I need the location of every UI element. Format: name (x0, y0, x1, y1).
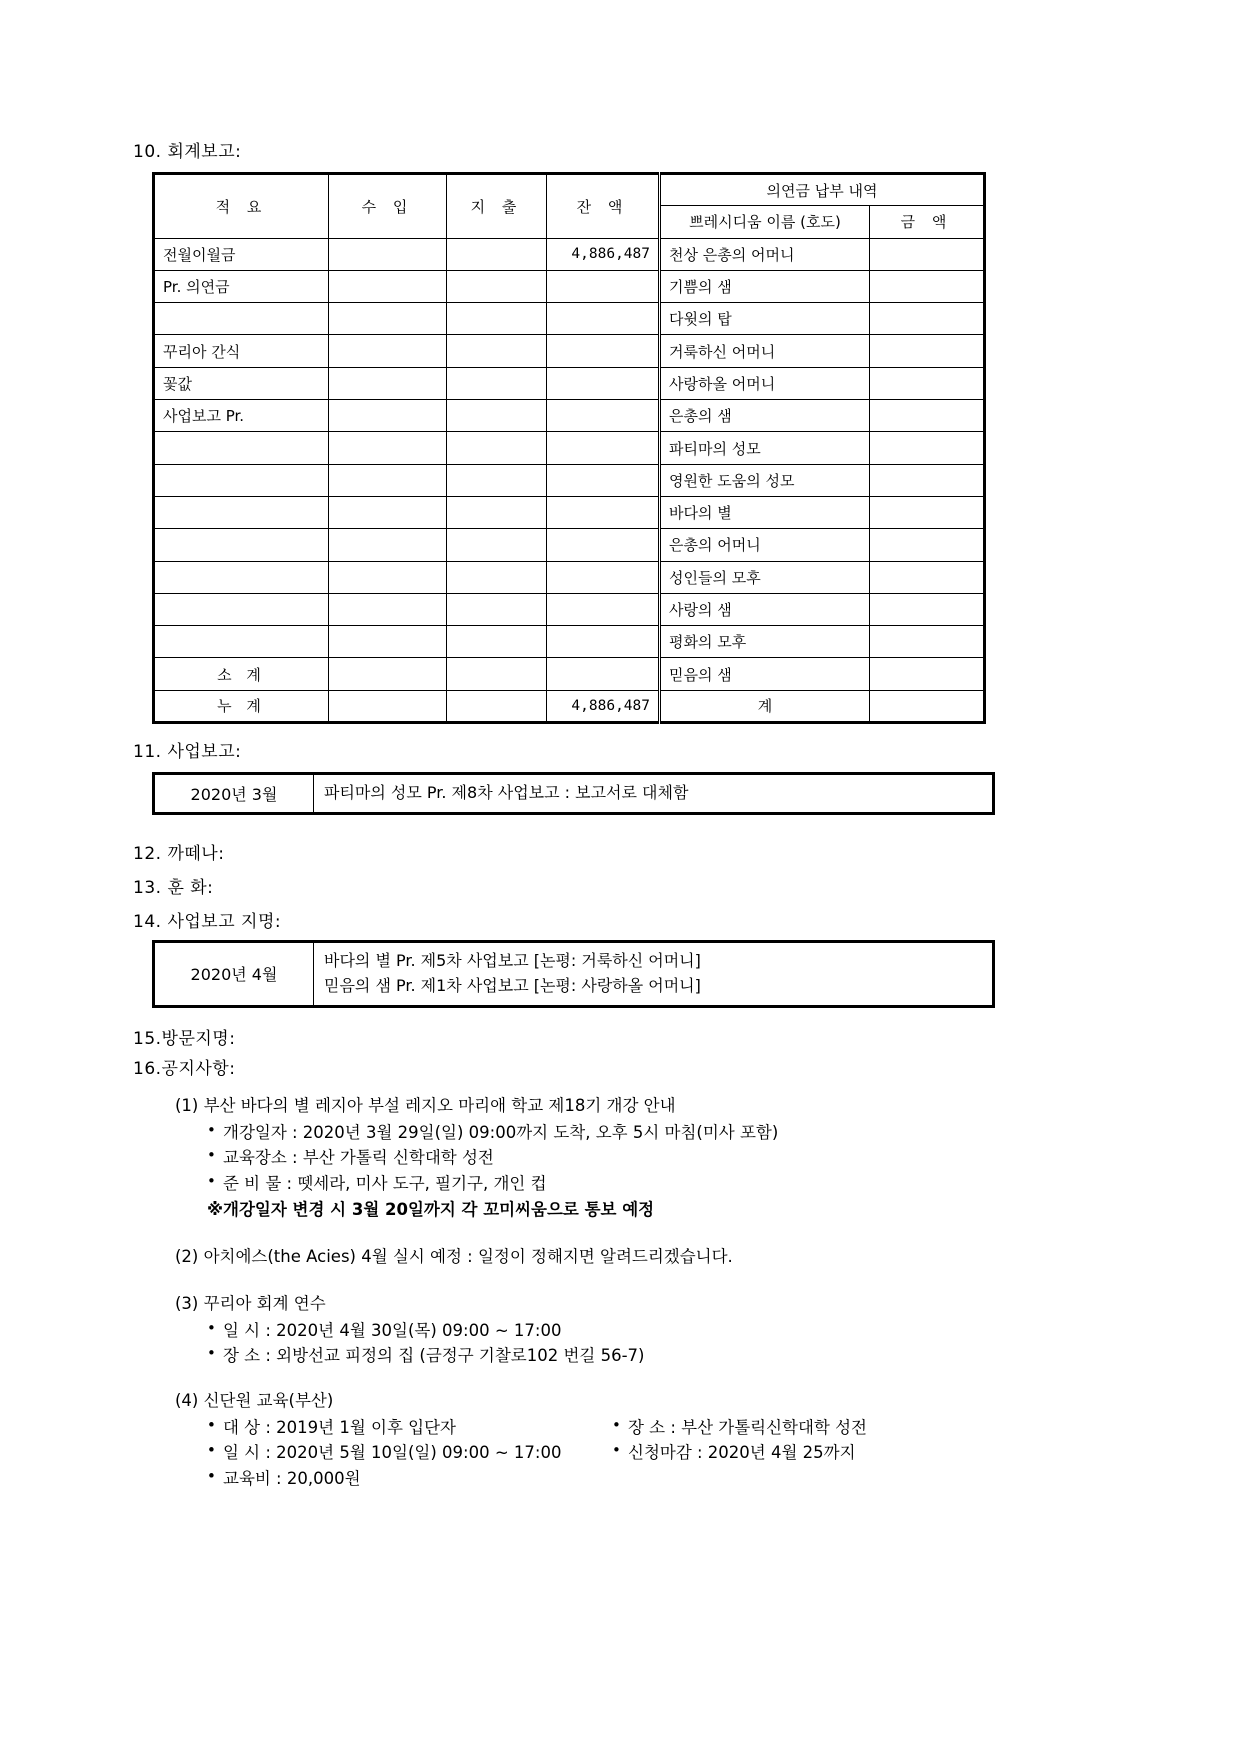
list-item: • 개강일자 : 2020년 3월 29일(일) 09:00까지 도착, 오후 5시 마침(미사 포함) (207, 1120, 1133, 1146)
bullet-dot-icon: • (612, 1441, 621, 1460)
report11-table-wrapper (152, 772, 995, 815)
header-income: 수 입 (329, 174, 447, 239)
cell-subtotal-label: 소 계 (154, 658, 329, 690)
cell-description (154, 626, 329, 658)
cell-amount (870, 238, 985, 270)
list-item (207, 1440, 1133, 1466)
cell-income (329, 432, 447, 464)
notice-item-3 (133, 1292, 1133, 1369)
header-expense: 지 출 (447, 174, 547, 239)
cell-income (329, 626, 447, 658)
accounting-table-head (154, 174, 985, 239)
cell-income (329, 367, 447, 399)
cell-total-presidium: 계 (660, 690, 870, 722)
cell-balance (547, 529, 660, 561)
cell-presidium: 은총의 어머니 (660, 529, 870, 561)
cell-description (154, 496, 329, 528)
cell-amount (870, 400, 985, 432)
list-item (207, 1466, 1133, 1492)
notice-1-bullets (133, 1120, 1133, 1197)
table-row (154, 496, 985, 528)
cell-income (329, 496, 447, 528)
notice-4-row3-left-text: 교육비 : 20,000원 (223, 1468, 361, 1488)
table-row (154, 529, 985, 561)
table-row (154, 464, 985, 496)
cell-expense (447, 496, 547, 528)
cell-expense (447, 238, 547, 270)
cell-income (329, 529, 447, 561)
section-heading-notices: 16.공지사항: (133, 1059, 236, 1079)
table-row (154, 593, 985, 625)
notice-4-title: (4) 신단원 교육(부산) (175, 1390, 334, 1410)
notice-2-title: (2) 아치에스(the Acies) 4월 실시 예정 : 일정이 정해지면 알려드리겠습니다. (175, 1247, 733, 1266)
cell-total-label: 누 계 (154, 690, 329, 722)
report11-date: 2020년 3월 (154, 774, 314, 814)
notice-3-title: (3) 꾸리아 회계 연수 (175, 1293, 326, 1313)
cell-balance: 4,886,487 (547, 238, 660, 270)
header-description: 적 요 (154, 174, 329, 239)
table-row (154, 774, 994, 814)
cell-expense (447, 335, 547, 367)
cell-amount (870, 593, 985, 625)
cell-description: 전월이월금 (154, 238, 329, 270)
header-balance: 잔 액 (547, 174, 660, 239)
cell-balance (547, 464, 660, 496)
cell-balance (547, 303, 660, 335)
bullet-dot-icon: • • (207, 1441, 216, 1460)
cell-description (154, 561, 329, 593)
notice-4-row2-left (207, 1440, 612, 1466)
list-item: • 일 시 : 2020년 4월 30일(목) 09:00 ~ 17:00 (207, 1318, 1133, 1344)
cell-subtotal-balance (547, 658, 660, 690)
cell-subtotal-expense (447, 658, 547, 690)
cell-amount (870, 367, 985, 399)
cell-description (154, 303, 329, 335)
cell-presidium: 다윗의 탑 (660, 303, 870, 335)
cell-amount (870, 561, 985, 593)
cell-balance (547, 367, 660, 399)
notice-4-bullets (133, 1415, 1133, 1492)
cell-amount (870, 432, 985, 464)
list-item: • 교육장소 : 부산 가톨릭 신학대학 성전 (207, 1145, 1133, 1171)
cell-expense (447, 593, 547, 625)
bullet-dot-icon: • • (207, 1466, 216, 1485)
cell-total-expense (447, 690, 547, 722)
table-row (154, 432, 985, 464)
cell-subtotal-income (329, 658, 447, 690)
cell-total-balance: 4,886,487 (547, 690, 660, 722)
cell-presidium: 영원한 도움의 성모 (660, 464, 870, 496)
cell-balance (547, 432, 660, 464)
cell-presidium: 기쁨의 샘 (660, 270, 870, 302)
cell-presidium: 은총의 샘 (660, 400, 870, 432)
section-heading-visit-assignment: 15.방문지명: (133, 1029, 236, 1049)
table-row (154, 270, 985, 302)
header-donation-group: 의연금 납부 내역 (660, 174, 985, 206)
table-row (154, 303, 985, 335)
table-row-subtotal (154, 658, 985, 690)
notice-3-bullets (133, 1318, 1133, 1369)
accounting-table-body (154, 238, 985, 722)
cell-amount (870, 270, 985, 302)
cell-amount (870, 303, 985, 335)
cell-balance (547, 270, 660, 302)
cell-balance (547, 593, 660, 625)
table-row (154, 561, 985, 593)
cell-income (329, 238, 447, 270)
cell-description: 꽃값 (154, 367, 329, 399)
section-heading-catena: 12. 까떼나: (133, 844, 225, 864)
cell-expense (447, 432, 547, 464)
cell-balance (547, 496, 660, 528)
notice-4-row1-right-text: 장 소 : 부산 가톨릭신학대학 성전 (628, 1417, 867, 1437)
notice-1-title: (1) 부산 바다의 별 레지아 부설 레지오 마리애 학교 제18기 개강 안내 (175, 1096, 676, 1115)
cell-balance (547, 335, 660, 367)
cell-income (329, 400, 447, 432)
bullet-dot-icon: • (612, 1415, 621, 1434)
cell-income (329, 303, 447, 335)
cell-presidium: 사랑의 샘 (660, 593, 870, 625)
cell-presidium: 평화의 모후 (660, 626, 870, 658)
report14-line-2: 믿음의 샘 Pr. 제1차 사업보고 [논평: 사랑하올 어머니] (324, 975, 701, 995)
notice-4-row2-right (612, 1440, 856, 1466)
report14-body (314, 942, 994, 1007)
notice-4-row3-left (207, 1466, 612, 1492)
cell-income (329, 464, 447, 496)
cell-description (154, 432, 329, 464)
cell-expense (447, 464, 547, 496)
report14-date: 2020년 4월 (154, 942, 314, 1007)
notice-4-row1-left-text: 대 상 : 2019년 1월 이후 입단자 (223, 1417, 456, 1437)
cell-amount (870, 496, 985, 528)
cell-description (154, 529, 329, 561)
cell-presidium: 사랑하올 어머니 (660, 367, 870, 399)
notice-item-2 (133, 1245, 1133, 1270)
cell-expense (447, 303, 547, 335)
report14-table-wrapper (152, 940, 995, 1008)
cell-amount (870, 464, 985, 496)
header-presidium-name: 쁘레시디움 이름 (호도) (660, 206, 870, 238)
cell-description (154, 593, 329, 625)
cell-description: 사업보고 Pr. (154, 400, 329, 432)
cell-expense (447, 400, 547, 432)
notices-list (133, 1082, 1133, 1491)
report11-line-1: 파티마의 성모 Pr. 제8차 사업보고 : 보고서로 대체함 (324, 783, 689, 802)
cell-presidium: 바다의 별 (660, 496, 870, 528)
cell-balance (547, 626, 660, 658)
section-heading-allocutio: 13. 훈 화: (133, 878, 214, 898)
notice-1-note: ※개강일자 변경 시 3월 20일까지 각 꼬미씨움으로 통보 예정 (207, 1199, 655, 1219)
cell-description: 꾸리아 간식 (154, 335, 329, 367)
cell-income (329, 593, 447, 625)
cell-amount (870, 335, 985, 367)
cell-subtotal-amount (870, 658, 985, 690)
notice-4-row2-right-text: 신청마감 : 2020년 4월 25까지 (628, 1443, 856, 1463)
table-row (154, 238, 985, 270)
cell-expense (447, 529, 547, 561)
cell-balance (547, 400, 660, 432)
cell-expense (447, 367, 547, 399)
section-heading-accounting: 10. 회계보고: (133, 142, 242, 162)
cell-total-amount (870, 690, 985, 722)
notice-4-row1-left (207, 1415, 612, 1441)
table-row (154, 400, 985, 432)
cell-description (154, 464, 329, 496)
accounting-table (152, 172, 986, 724)
table-row (154, 367, 985, 399)
list-item: • 장 소 : 외방선교 피정의 집 (금정구 기찰로102 번길 56-7) (207, 1343, 1133, 1369)
cell-balance (547, 561, 660, 593)
report14-table (152, 940, 995, 1008)
cell-presidium: 거룩하신 어머니 (660, 335, 870, 367)
cell-expense (447, 626, 547, 658)
cell-income (329, 561, 447, 593)
list-item: • 준 비 물 : 뗏세라, 미사 도구, 필기구, 개인 컵 (207, 1171, 1133, 1197)
cell-income (329, 335, 447, 367)
cell-expense (447, 270, 547, 302)
cell-presidium: 성인들의 모후 (660, 561, 870, 593)
report11-body (314, 774, 994, 814)
notice-item-1 (133, 1094, 1133, 1223)
cell-amount (870, 626, 985, 658)
header-amount: 금 액 (870, 206, 985, 238)
notice-4-row2-left-text: 일 시 : 2020년 5월 10일(일) 09:00 ~ 17:00 (223, 1443, 562, 1463)
cell-description: Pr. 의연금 (154, 270, 329, 302)
notice-4-row1-right (612, 1415, 867, 1441)
cell-amount (870, 529, 985, 561)
table-row (154, 626, 985, 658)
bullet-dot-icon: • • (207, 1415, 216, 1434)
section-heading-report: 11. 사업보고: (133, 742, 242, 762)
table-row (154, 335, 985, 367)
cell-expense (447, 561, 547, 593)
notice-item-4 (133, 1389, 1133, 1492)
table-row (154, 942, 994, 1007)
accounting-table-wrapper (152, 172, 986, 724)
cell-subtotal-presidium: 믿음의 샘 (660, 658, 870, 690)
list-item (207, 1415, 1133, 1441)
table-row-total (154, 690, 985, 722)
cell-presidium: 파티마의 성모 (660, 432, 870, 464)
cell-income (329, 270, 447, 302)
report11-table (152, 772, 995, 815)
cell-total-income (329, 690, 447, 722)
section-heading-report-assignment: 14. 사업보고 지명: (133, 912, 282, 932)
cell-presidium: 천상 은총의 어머니 (660, 238, 870, 270)
accounting-header-row-1 (154, 174, 985, 206)
report14-line-1: 바다의 별 Pr. 제5차 사업보고 [논평: 거룩하신 어머니] (324, 951, 701, 970)
